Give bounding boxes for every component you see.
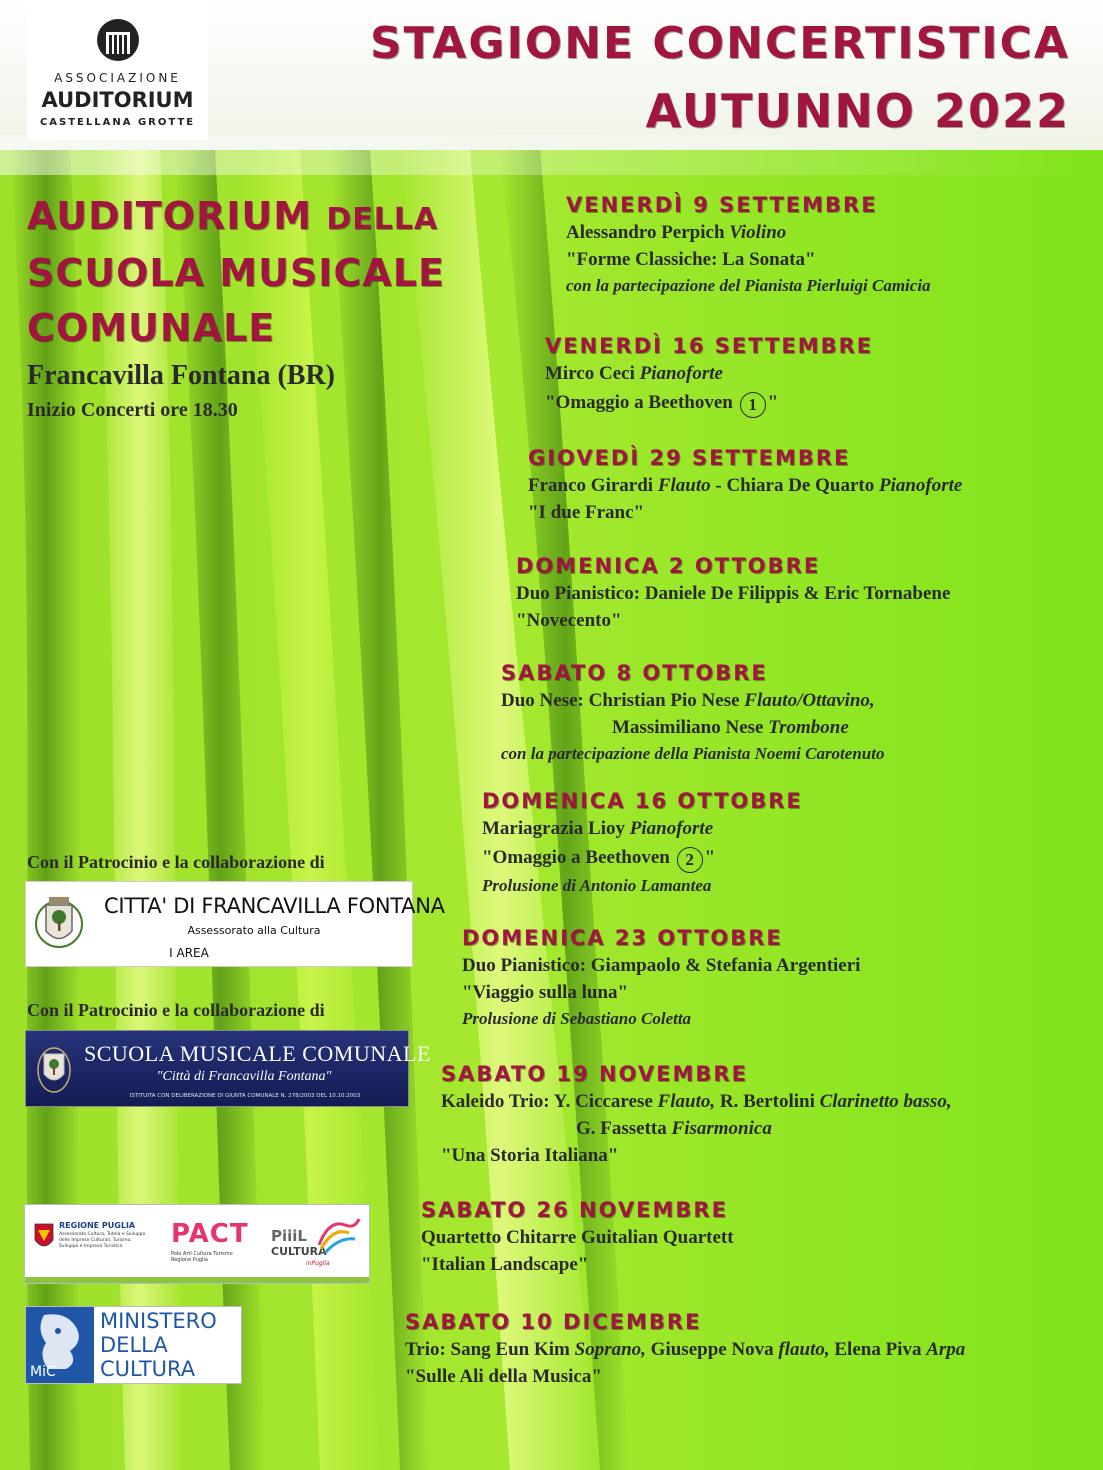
pact-desc: Polo Arti Cultura Turismo Regione Puglia xyxy=(171,1251,233,1263)
event-date: SABATO 19 NOVEMBRE xyxy=(441,1062,748,1086)
venue-part1-small: DELLA xyxy=(326,202,439,237)
venue-city: Francavilla Fontana (BR) xyxy=(27,360,335,391)
event-10 xyxy=(405,1310,965,1390)
event-performer: Quartetto Chitarre Guitalian Quartett xyxy=(421,1227,734,1248)
scuola-title: SCUOLA MUSICALE COMUNALE xyxy=(84,1041,431,1066)
event-performer: Mirco Ceci Pianoforte xyxy=(545,363,723,384)
event-program: "I due Franc" xyxy=(528,502,645,523)
event-date: DOMENICA 16 OTTOBRE xyxy=(482,789,803,813)
comune-title: CITTA' DI FRANCAVILLA FONTANA xyxy=(104,894,445,918)
event-program: "Forme Classiche: La Sonata" xyxy=(566,249,816,270)
event-5 xyxy=(501,661,884,767)
mic-abbr: MiC xyxy=(30,1364,56,1380)
piiil-name: PiiiL xyxy=(271,1227,307,1245)
event-performer-2: Massimiliano Nese Trombone xyxy=(612,717,849,738)
patronage-label-1: Con il Patrocinio e la collaborazione di xyxy=(27,852,325,872)
regione-emblem-icon xyxy=(33,1222,55,1252)
event-program: "Omaggio a Beethoven 2 " xyxy=(482,844,803,873)
patronage-label-2: Con il Patrocinio e la collaborazione di xyxy=(27,1000,325,1020)
event-performer: Kaleido Trio: Y. Ciccarese Flauto, R. Bertolini Clarinetto basso, xyxy=(441,1091,952,1112)
event-note: con la partecipazione del Pianista Pierluigi Camicia xyxy=(566,276,931,295)
event-date: SABATO 26 NOVEMBRE xyxy=(421,1198,728,1222)
ministero-cultura-logo xyxy=(25,1306,242,1384)
mic-line2: DELLA xyxy=(100,1333,168,1357)
event-program: "Novecento" xyxy=(516,610,622,631)
event-note: con la partecipazione della Pianista Noemi Carotenuto xyxy=(501,744,885,763)
logo-line1: ASSOCIAZIONE xyxy=(54,71,181,85)
event-date: VENERDÌ 16 SETTEMBRE xyxy=(545,334,874,358)
event-program: "Sulle Ali della Musica" xyxy=(405,1366,602,1387)
scuola-fine: ISTITUITA CON DELIBERAZIONE DI GIUNTA COMUNALE N. 278/2003 DEL 10.10.2003 xyxy=(129,1093,361,1099)
pact-name: PACT xyxy=(171,1219,249,1249)
event-9 xyxy=(421,1198,734,1278)
event-date: DOMENICA 2 OTTOBRE xyxy=(516,554,821,578)
mic-line3: CULTURA xyxy=(100,1357,196,1381)
event-performer-2: G. Fassetta Fisarmonica xyxy=(576,1118,772,1139)
piiil-ribbon-icon xyxy=(315,1215,363,1255)
logo-line3: CASTELLANA GROTTE xyxy=(39,117,196,128)
event-performer: Duo Pianistico: Giampaolo & Stefania Argentieri xyxy=(462,955,861,976)
season-title-line1: STAGIONE CONCERTISTICA xyxy=(369,18,1070,69)
venue-line1 xyxy=(27,194,438,238)
event-performer: Alessandro Perpich Violino xyxy=(566,222,787,243)
event-2 xyxy=(545,334,873,418)
event-program: "Viaggio sulla luna" xyxy=(462,982,629,1003)
coat-of-arms-icon xyxy=(36,1040,72,1096)
venue-line3: COMUNALE xyxy=(27,306,276,350)
event-performer: Trio: Sang Eun Kim Soprano, Giuseppe Nova flauto, Elena Piva Arpa xyxy=(405,1339,966,1360)
building-columns-icon xyxy=(97,19,139,61)
concert-start-time: Inizio Concerti ore 18.30 xyxy=(27,399,238,421)
event-note: Prolusione di Antonio Lamantea xyxy=(482,876,712,895)
logo-line2: AUDITORIUM xyxy=(41,88,194,112)
piiil-tag: inPuglia xyxy=(306,1260,330,1267)
association-logo xyxy=(27,5,208,140)
event-6 xyxy=(482,789,803,899)
event-4 xyxy=(516,554,950,634)
comune-area: I AREA xyxy=(169,946,209,960)
event-program: "Omaggio a Beethoven 1 " xyxy=(545,389,873,418)
event-date: VENERDÌ 9 SETTEMBRE xyxy=(566,193,878,217)
comune-sub: Assessorato alla Cultura xyxy=(187,924,321,937)
venue-part1-big: AUDITORIUM xyxy=(27,194,313,238)
concert-number-badge: 2 xyxy=(677,847,703,873)
coat-of-arms-icon xyxy=(34,891,84,957)
scuola-sub: "Città di Francavilla Fontana" xyxy=(156,1069,332,1084)
event-note: Prolusione di Sebastiano Coletta xyxy=(462,1009,692,1028)
event-performer: Duo Pianistico: Daniele De Filippis & Eric Tornabene xyxy=(516,583,951,604)
event-program: "Italian Landscape" xyxy=(421,1254,589,1275)
event-3 xyxy=(528,446,962,526)
event-1 xyxy=(566,193,931,299)
scuola-logo xyxy=(25,1030,431,1107)
event-performer: Mariagrazia Lioy Pianoforte xyxy=(482,818,714,839)
event-date: SABATO 10 DICEMBRE xyxy=(405,1310,702,1334)
season-title-line2: AUTUNNO 2022 xyxy=(645,84,1070,138)
event-date: GIOVEDÌ 29 SETTEMBRE xyxy=(528,446,851,470)
event-date: DOMENICA 23 OTTOBRE xyxy=(462,926,783,950)
event-performer: Franco Girardi Flauto - Chiara De Quarto Pianoforte xyxy=(528,475,963,496)
regione-desc: Assessorato Cultura, Tutela e Sviluppo delle Imprese Culturali, Turismo, Sviluppo e Impresa Turistica xyxy=(59,1232,146,1249)
event-program: "Una Storia Italiana" xyxy=(441,1145,619,1166)
event-date: SABATO 8 OTTOBRE xyxy=(501,661,768,685)
concert-number-badge: 1 xyxy=(740,392,766,418)
event-7 xyxy=(462,926,860,1032)
mic-line1: MINISTERO xyxy=(100,1309,217,1333)
regione-name: REGIONE PUGLIA xyxy=(59,1221,136,1230)
event-performer: Duo Nese: Christian Pio Nese Flauto/Ottavino, xyxy=(501,690,875,711)
regione-pact-piiil-logos xyxy=(25,1205,369,1283)
piiil-sub: CULTURA xyxy=(271,1245,327,1258)
event-8 xyxy=(441,1062,952,1169)
comune-logo xyxy=(25,881,445,967)
venue-line2: SCUOLA MUSICALE xyxy=(27,251,445,295)
